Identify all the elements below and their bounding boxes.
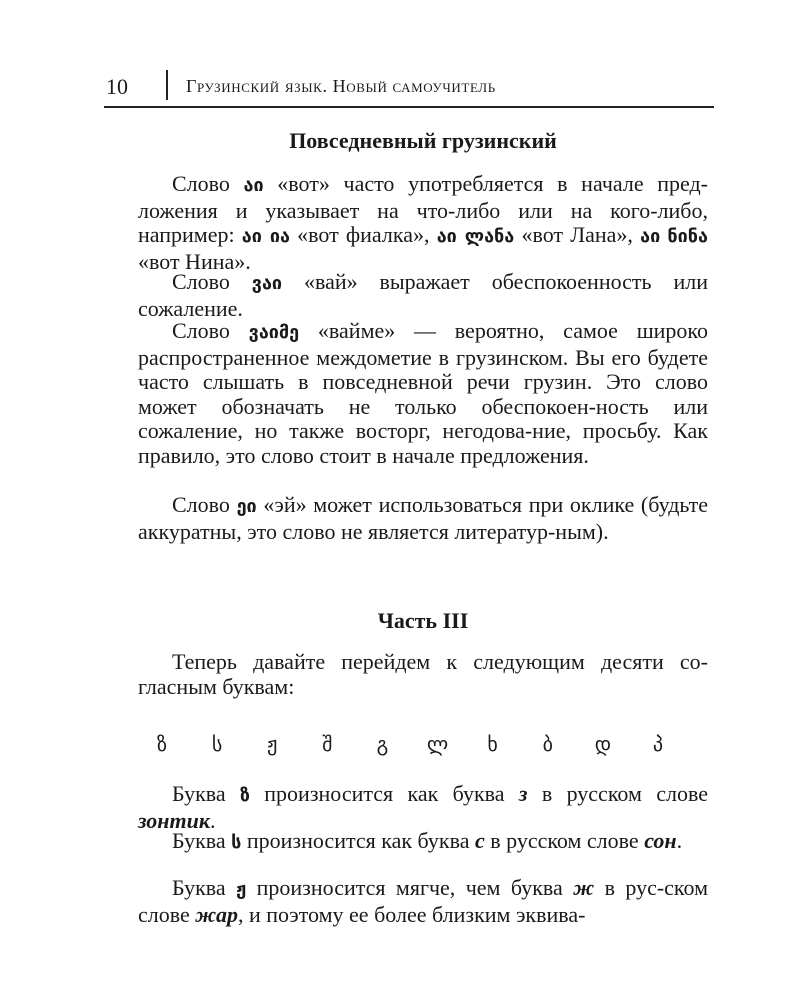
- paragraph-ei: Слово ეი «эй» может использоваться при оклике (будьте аккуратны, это слово не является литератур-ным).: [138, 492, 708, 544]
- paragraph-intro-letters: Теперь давайте перейдем к следующим десяти со-гласным буквам:: [138, 649, 708, 699]
- paragraph-vai: Слово ვაი «вай» выражает обеспокоенность или сожаление.: [138, 269, 708, 321]
- georgian-word: აი ლანა: [436, 226, 515, 247]
- georgian-word: აი: [243, 175, 264, 196]
- georgian-letter: ჟ: [267, 732, 278, 756]
- paragraph-letter-zh: Буква ჟ произносится мягче, чем буква ж в рус-ском слове жар, и поэтому ее более близким эквива-: [138, 875, 709, 927]
- section-title-everyday-georgian: Повседневный грузинский: [289, 128, 557, 153]
- georgian-word: ვაი: [251, 273, 283, 294]
- running-title: Грузинский язык. Новый самоучитель: [186, 76, 496, 96]
- georgian-letter: გ: [376, 732, 389, 756]
- georgian-word: აი: [640, 226, 661, 247]
- georgian-word: ნინა: [667, 226, 708, 247]
- georgian-word: ეი: [236, 496, 257, 517]
- georgian-letter: პ: [652, 732, 664, 756]
- georgian-word: აი ია: [241, 226, 290, 247]
- georgian-letter: ს: [211, 732, 223, 756]
- georgian-letter: ზ: [156, 732, 167, 756]
- paragraph-letter-s: Буква ს произносится как буква с в русском слове сон.: [172, 828, 683, 853]
- page-number: 10: [106, 74, 128, 99]
- georgian-letter: ლ: [426, 732, 449, 756]
- header-divider: [166, 70, 168, 100]
- georgian-word: ვაიმე: [248, 322, 300, 343]
- georgian-letter: ხ: [487, 732, 498, 756]
- georgian-letters-row: [150, 732, 670, 756]
- georgian-letter: შ: [322, 732, 333, 756]
- paragraph-ai: Слово აი «вот» часто употребляется в начале пред-ложения и указывает на что-либо или на кого-либо, например: აი ია «вот фиалка», აი ლანა «вот Лана», აი ნინა «вот Нина».: [138, 171, 709, 274]
- running-header: [104, 66, 714, 108]
- paragraph-letter-z: Буква ზ произносится как буква з в русском слове зонтик.: [138, 781, 709, 833]
- section-title-part-3: Часть III: [377, 608, 469, 633]
- georgian-letter: ბ: [542, 732, 553, 756]
- georgian-letter: დ: [594, 732, 612, 756]
- paragraph-vaime: Слово ვაიმე «вайме» — вероятно, самое широко распространенное междометие в грузинском. Вы его будете часто слышать в повседневной речи грузин. Это слово может обозначать не только обеспокоен-ность или сожаление, но также восторг, негодова-ние, просьбу. Как правило, это слово стоит в начале предложения.: [138, 318, 708, 468]
